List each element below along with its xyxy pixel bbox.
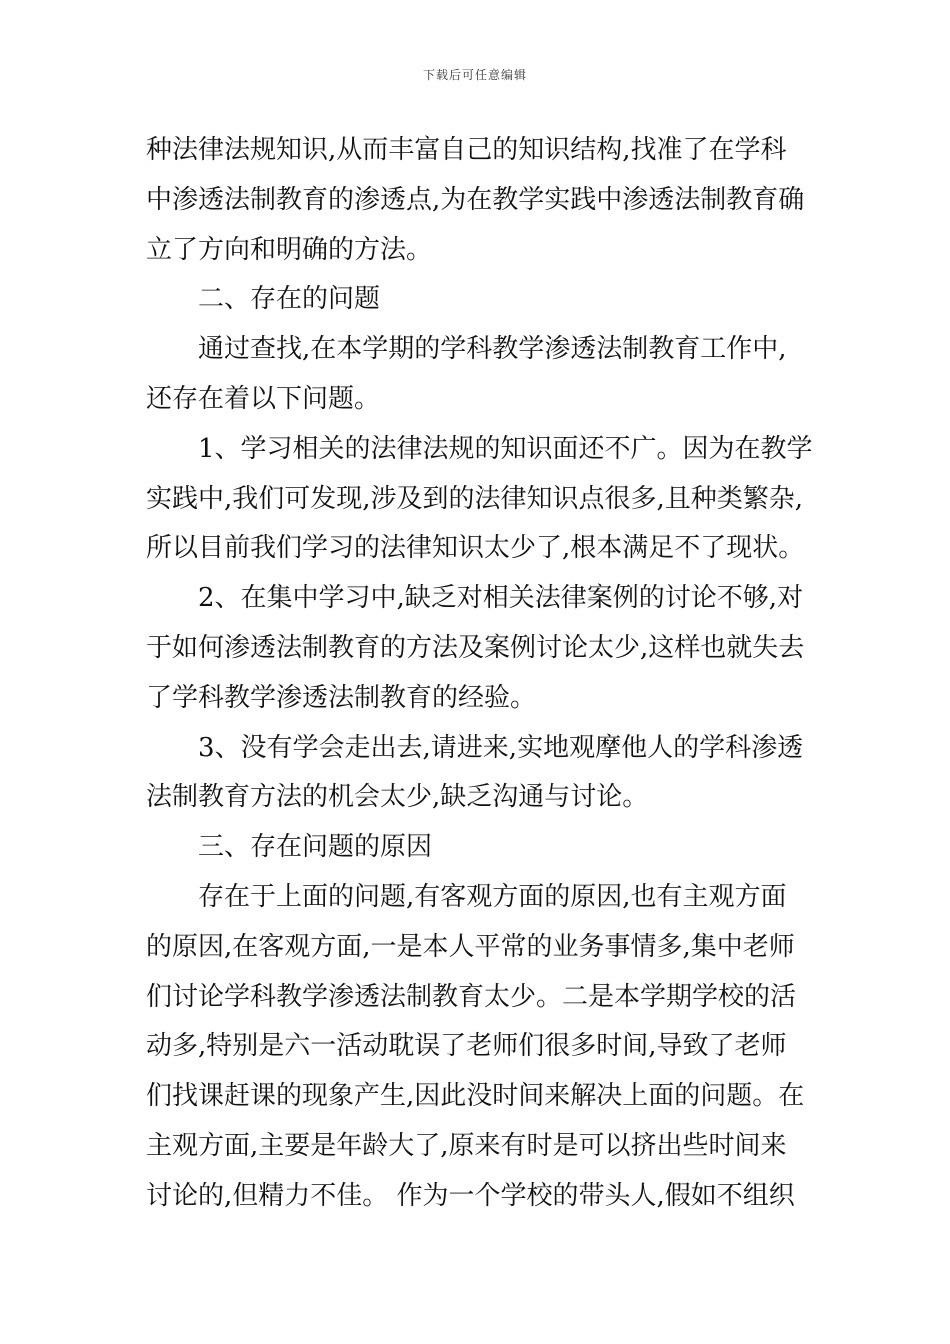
text-line: 2、在集中学习中,缺乏对相关法律案例的讨论不够,对 <box>198 583 804 614</box>
text-line: 实践中,我们可发现,涉及到的法律知识点很多,且种类繁杂, <box>146 483 804 514</box>
text-line: 1、学习相关的法律法规的知识面还不广。因为在教学 <box>198 433 813 464</box>
page-header: 下载后可任意编辑 <box>422 68 527 82</box>
text-line: 3、没有学会走出去,请进来,实地观摩他人的学科渗透 <box>198 732 804 763</box>
text-line: 讨论的,但精力不佳。 作为一个学校的带头人,假如不组织 <box>146 1180 795 1211</box>
text-line: 立了方向和明确的方法。 <box>146 234 433 265</box>
text-line: 的原因,在客观方面,一是本人平常的业务事情多,集中老师 <box>146 931 795 962</box>
text-line: 主观方面,主要是年龄大了,原来有时是可以挤出些时间来 <box>146 1130 787 1161</box>
text-line: 通过查找,在本学期的学科教学渗透法制教育工作中, <box>198 334 787 365</box>
text-line: 还存在着以下问题。 <box>146 383 381 414</box>
text-line: 于如何渗透法制教育的方法及案例讨论太少,这样也就失去 <box>146 632 805 663</box>
document-body <box>146 126 814 1222</box>
text-line: 种法律法规知识,从而丰富自己的知识结构,找准了在学科 <box>146 135 787 165</box>
text-line: 法制教育方法的机会太少,缺乏沟通与讨论。 <box>146 782 649 813</box>
text-line: 们找课赶课的现象产生,因此没时间来解决上面的问题。在 <box>146 1081 805 1112</box>
section-heading: 二、存在的问题 <box>198 284 381 315</box>
text-line: 们讨论学科教学渗透法制教育太少。二是本学期学校的活 <box>146 981 797 1012</box>
text-line: 中渗透法制教育的渗透点,为在教学实践中渗透法制教育确 <box>146 184 805 215</box>
section-heading: 三、存在问题的原因 <box>198 832 433 863</box>
text-line: 动多,特别是六一活动耽误了老师们很多时间,导致了老师 <box>146 1031 787 1062</box>
text-line: 了学科教学渗透法制教育的经验。 <box>146 682 537 713</box>
text-line: 所以目前我们学习的法律知识太少了,根本满足不了现状。 <box>146 533 805 564</box>
text-line: 存在于上面的问题,有客观方面的原因,也有主观方面 <box>198 881 787 912</box>
